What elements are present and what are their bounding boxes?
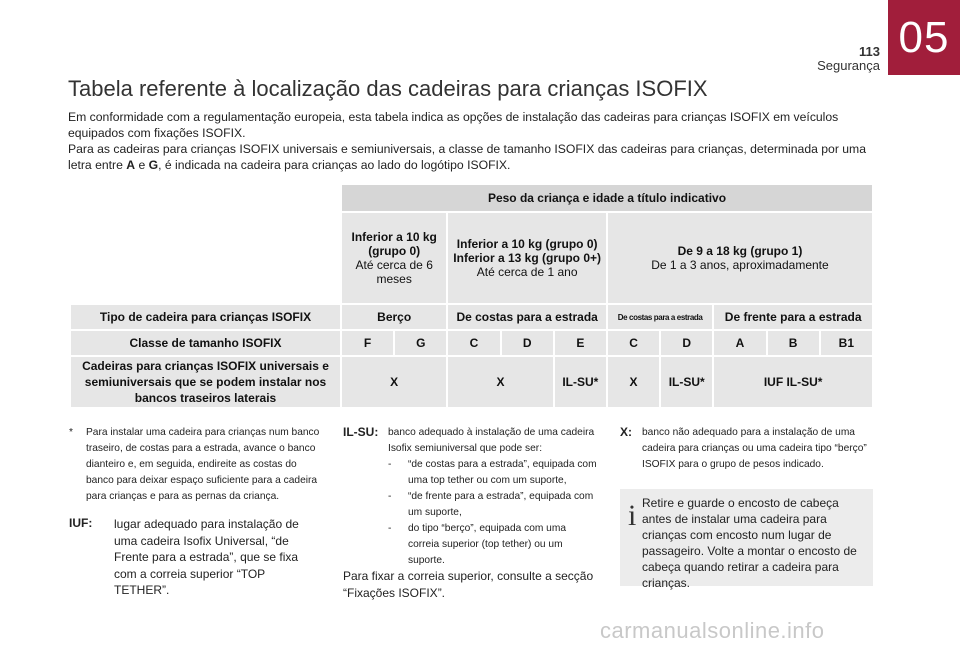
ilsu-label: IL-SU: [343, 425, 379, 439]
ilsu-list [388, 457, 598, 569]
list-item: - “de costas para a estrada”, equipada com uma top tether ou com um suporte, [388, 457, 598, 489]
group-header-0plus: Inferior a 10 kg (grupo 0) Inferior a 13 kg (grupo 0+) Até cerca de 1 ano [448, 213, 606, 303]
type-cell: Berço [342, 305, 446, 329]
type-cell: De frente para a estrada [714, 305, 872, 329]
class-cell: C [608, 331, 659, 355]
info-icon: i [628, 499, 637, 532]
group-header-1: De 9 a 18 kg (grupo 1) De 1 a 3 anos, aproximadamente [608, 213, 872, 303]
section-name: Segurança [817, 58, 880, 73]
class-cell: F [342, 331, 393, 355]
seat-cell: X [608, 357, 659, 407]
iuf-label: IUF: [69, 516, 93, 530]
type-cell: De costas para a estrada [608, 305, 712, 329]
table-corner-blank [71, 185, 340, 211]
row-label-seats: Cadeiras para crianças ISOFIX universais e semiuniversais que se podem instalar nos bancos traseiros laterais [71, 357, 340, 407]
class-cell: D [502, 331, 553, 355]
page-number: 113 [859, 44, 880, 59]
class-cell: B [768, 331, 819, 355]
asterisk-mark: * [69, 427, 73, 438]
row-label-class: Classe de tamanho ISOFIX [71, 331, 340, 355]
weight-header: Peso da criança e idade a título indicativo [342, 185, 872, 211]
info-box [620, 489, 873, 590]
info-text: Retire e guarde o encosto de cabeça antes de instalar uma cadeira para crianças com encosto num lugar de passageiro. Volte a montar o encosto de cabeça quando retirar a cadeira para crianças. [642, 496, 857, 590]
asterisk-note: Para instalar uma cadeira para crianças num banco traseiro, de costas para a estrada, avance o banco dianteiro e, em seguida, endireite as costas do banco para deixar espaço suficiente para a cadeira para crianças e para as pernas da criança. [86, 427, 320, 502]
iuf-note: lugar adequado para instalação de uma cadeira Isofix Universal, “de Frente para a estrada”, que se fixa com a correia superior “TOP TETHER”. [114, 517, 299, 597]
class-cell: C [448, 331, 499, 355]
isofix-table [69, 183, 874, 409]
seat-cell: IL-SU* [661, 357, 712, 407]
seat-cell: IUF IL-SU* [714, 357, 872, 407]
top-tether-note: Para fixar a correia superior, consulte a secção “Fixações ISOFIX”. [343, 569, 594, 600]
intro-text [68, 109, 888, 173]
table-corner-blank-2 [71, 213, 340, 303]
intro-paragraph-2: Para as cadeiras para crianças ISOFIX universais e semiuniversais, a classe de tamanho ISOFIX das cadeiras para crianças, determinada por uma letra entre A e G, é indicada na cadeira para crianças ao lado do logótipo ISOFIX. [68, 142, 866, 172]
row-label-type: Tipo de cadeira para crianças ISOFIX [71, 305, 340, 329]
class-cell: E [555, 331, 606, 355]
class-cell: B1 [821, 331, 872, 355]
type-cell: De costas para a estrada [448, 305, 606, 329]
group-header-0: Inferior a 10 kg (grupo 0) Até cerca de 6 meses [342, 213, 446, 303]
x-label: X: [620, 425, 632, 439]
intro-paragraph-1: Em conformidade com a regulamentação europeia, esta tabela indica as opções de instalação das cadeiras para crianças ISOFIX em veículos equipados com fixações ISOFIX. [68, 110, 839, 140]
chapter-tab: 05 [888, 0, 960, 75]
seat-cell: X [448, 357, 552, 407]
class-cell: D [661, 331, 712, 355]
list-item: - do tipo “berço”, equipada com uma correia superior (top tether) ou um suporte. [388, 521, 598, 569]
class-cell: A [714, 331, 765, 355]
list-item: - “de frente para a estrada”, equipada com um suporte, [388, 489, 598, 521]
x-note: banco não adequado para a instalação de uma cadeira para crianças ou uma cadeira tipo “berço” ISOFIX para o grupo de pesos indicado. [642, 427, 867, 470]
seat-cell: X [342, 357, 446, 407]
seat-cell: IL-SU* [555, 357, 606, 407]
watermark: carmanualsonline.info [600, 618, 825, 643]
ilsu-note: banco adequado à instalação de uma cadeira Isofix semiuniversal que pode ser: - “de costas para a estrada”, equipada com uma top tether ou com um suporte, - “de frente para a estrada”, equipada com um suporte, - do tipo “berço”, equipada com uma correia superior (top tether) ou um suporte. [388, 425, 598, 569]
class-cell: G [395, 331, 446, 355]
page-title: Tabela referente à localização das cadeiras para crianças ISOFIX [68, 76, 708, 101]
